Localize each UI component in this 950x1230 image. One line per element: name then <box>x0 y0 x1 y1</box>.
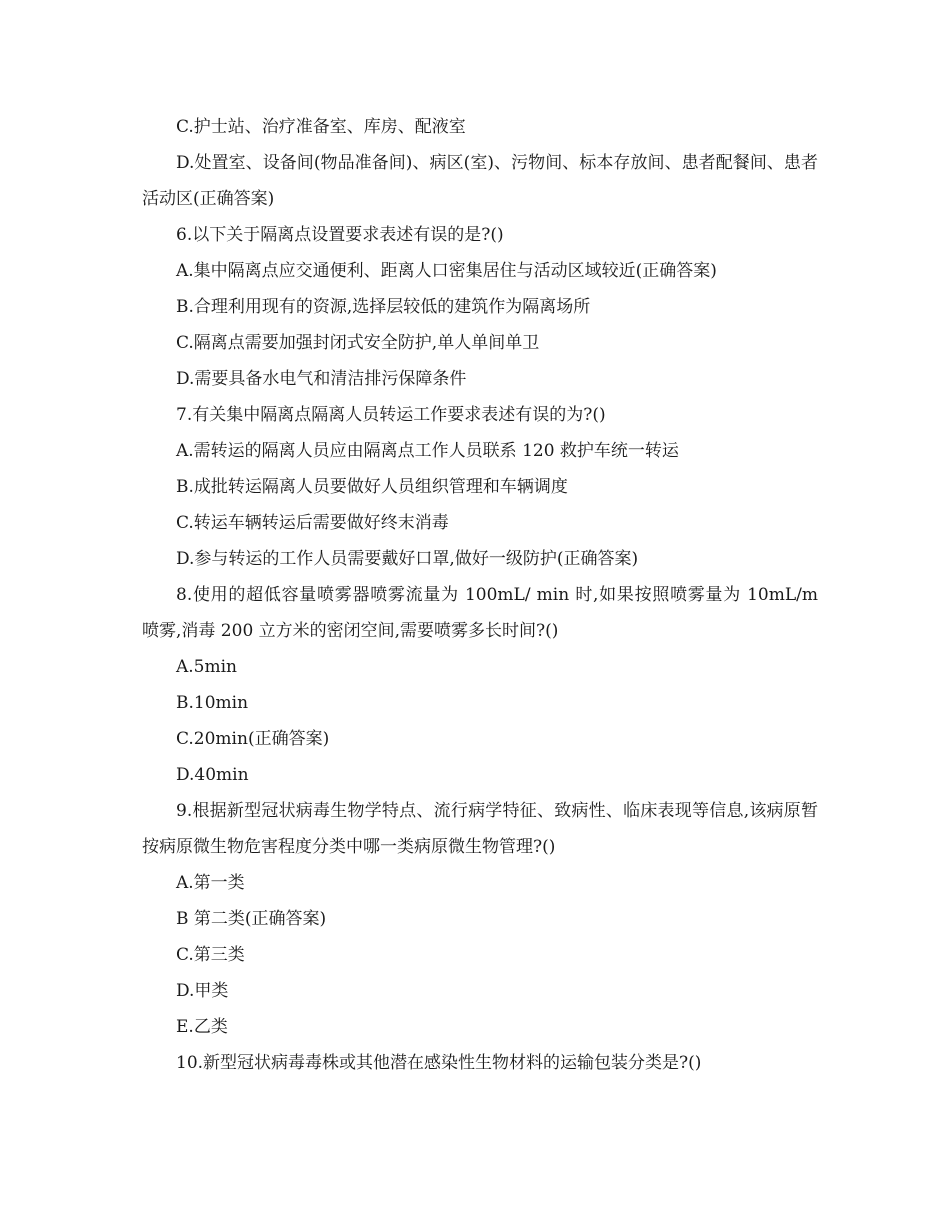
option-line: D.甲类 <box>176 981 229 1001</box>
option-line: C.20min(正确答案) <box>176 729 330 749</box>
document-body <box>142 109 818 1081</box>
option-line: D.处置室、设备间(物品准备间)、病区(室)、污物间、标本存放间、患者配餐间、患者活动区(正确答案) <box>142 153 818 209</box>
option-line: A.5min <box>176 657 238 677</box>
option-line: E.乙类 <box>176 1017 228 1037</box>
question-line: 6.以下关于隔离点设置要求表述有误的是?() <box>176 225 504 245</box>
option-line: D.40min <box>176 765 249 785</box>
question-line: 7.有关集中隔离点隔离人员转运工作要求表述有误的为?() <box>176 405 606 425</box>
question-line: 8.使用的超低容量喷雾器喷雾流量为 100mL/ min 时,如果按照喷雾量为 10mL/m 喷雾,消毒 200 立方米的密闭空间,需要喷雾多长时间?() <box>142 585 818 641</box>
option-line: C.第三类 <box>176 945 245 965</box>
option-line: C.护士站、治疗准备室、库房、配液室 <box>176 117 466 137</box>
option-line: B.合理利用现有的资源,选择层较低的建筑作为隔离场所 <box>176 297 591 317</box>
option-line: A.集中隔离点应交通便利、距离人口密集居住与活动区域较近(正确答案) <box>176 261 717 281</box>
option-line: A.第一类 <box>176 873 245 893</box>
option-line: D.需要具备水电气和清洁排污保障条件 <box>176 369 467 389</box>
option-line: B.10min <box>176 693 249 713</box>
option-line: D.参与转运的工作人员需要戴好口罩,做好一级防护(正确答案) <box>176 549 639 569</box>
question-line: 10.新型冠状病毒毒株或其他潜在感染性生物材料的运输包装分类是?() <box>176 1053 702 1073</box>
option-line: C.转运车辆转运后需要做好终末消毒 <box>176 513 449 533</box>
question-line: 9.根据新型冠状病毒生物学特点、流行病学特征、致病性、临床表现等信息,该病原暂按病原微生物危害程度分类中哪一类病原微生物管理?() <box>142 801 818 857</box>
option-line: B 第二类(正确答案) <box>176 909 327 929</box>
option-line: A.需转运的隔离人员应由隔离点工作人员联系 120 救护车统一转运 <box>176 441 679 461</box>
option-line: B.成批转运隔离人员要做好人员组织管理和车辆调度 <box>176 477 568 497</box>
option-line: C.隔离点需要加强封闭式安全防护,单人单间单卫 <box>176 333 540 353</box>
